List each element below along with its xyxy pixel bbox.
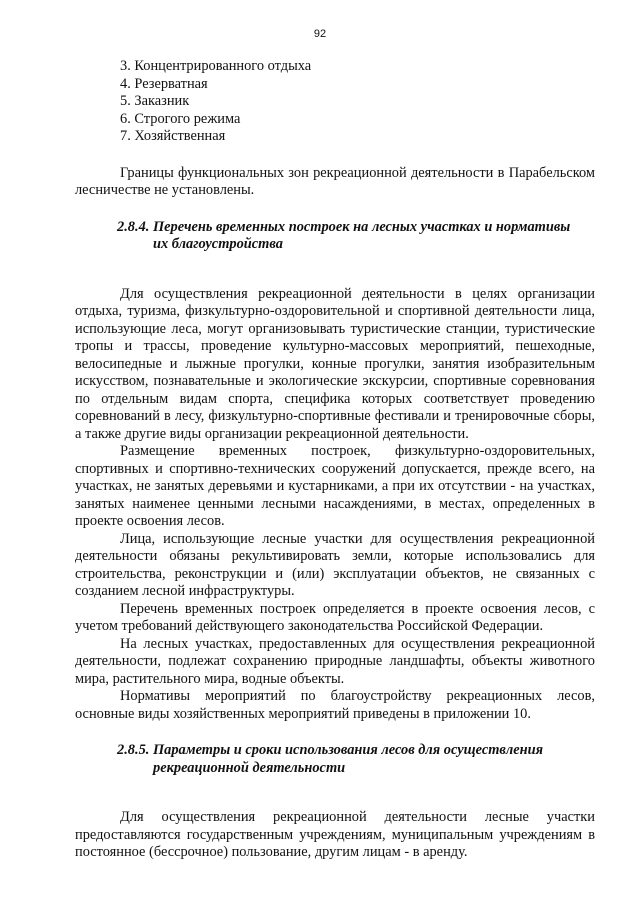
list-item: 6. Строгого режима [120, 110, 241, 127]
section-heading-2-8-5 [75, 742, 595, 777]
list-item: 5. Заказник [120, 93, 190, 109]
paragraph: Перечень временных построек определяется в проекте освоения лесов, с учетом требований действующего законодательства Российской Федерации. [75, 600, 595, 634]
paragraph: Нормативы мероприятий по благоустройству рекреационных лесов, основные виды хозяйственных мероприятий приведены в приложении 10. [75, 688, 595, 722]
list-item: 7. Хозяйственная [120, 128, 226, 144]
paragraph: Размещение временных построек, физкультурно-оздоровительных, спортивных и спортивно-технических сооружений допускается, прежде всего, на участках, не занятых деревьями и кустарниками, а при их отсутствии - на участках, занятых наименее ценными лесными насаждениями, в местах, определенных в проекте освоения лесов. [75, 443, 595, 529]
zone-list [120, 58, 595, 146]
section-heading-line: их благоустройства [153, 236, 283, 252]
section-heading-line: 2.8.5. Параметры и сроки использования лесов для осуществления [117, 742, 544, 758]
section-heading-line: 2.8.4. Перечень временных построек на лесных участках и нормативы [117, 218, 571, 235]
paragraph-borders: Границы функциональных зон рекреационной деятельности в Парабельском лесничестве не установлены. [75, 164, 595, 198]
page-number: 92 [313, 28, 327, 40]
paragraph: На лесных участках, предоставленных для осуществления рекреационной деятельности, подлежат сохранению природные ландшафты, объекты животного мира, растительного мира, водные объекты. [75, 635, 595, 687]
section-heading-2-8-4 [75, 219, 595, 254]
document-body [75, 58, 595, 862]
list-item: 4. Резерватная [120, 75, 208, 92]
section-heading-line: рекреационной деятельности [153, 759, 346, 776]
paragraph: Для осуществления рекреационной деятельности лесные участки предоставляются государственным учреждениям, муниципальным учреждениям в постоянное (бессрочное) пользование, другим лицам - в аренду. [75, 809, 595, 860]
paragraph: Лица, использующие лесные участки для осуществления рекреационной деятельности обязаны рекультивировать земли, которые использовались для строительства, реконструкции и (или) эксплуатации объектов, не связанных с созданием лесной инфраструктуры. [75, 530, 595, 599]
list-item: 3. Концентрированного отдыха [120, 58, 312, 74]
paragraph: Для осуществления рекреационной деятельности в целях организации отдыха, туризма, физкультурно-оздоровительной и спортивной деятельности лица, использующие леса, могут организовывать туристические станции, туристические тропы и трассы, проведение культурно-массовых мероприятий, пешеходные, велосипедные и лыжные прогулки, конные прогулки, занятия изобразительным искусством, познавательные и экологические экскурсии, спортивные соревнования по отдельным видам спорта, специфика которых соответствует проведению соревнований в лесу, физкультурно-спортивные фестивали и тренировочные сборы, а также другие виды организации рекреационной деятельности. [75, 285, 595, 442]
